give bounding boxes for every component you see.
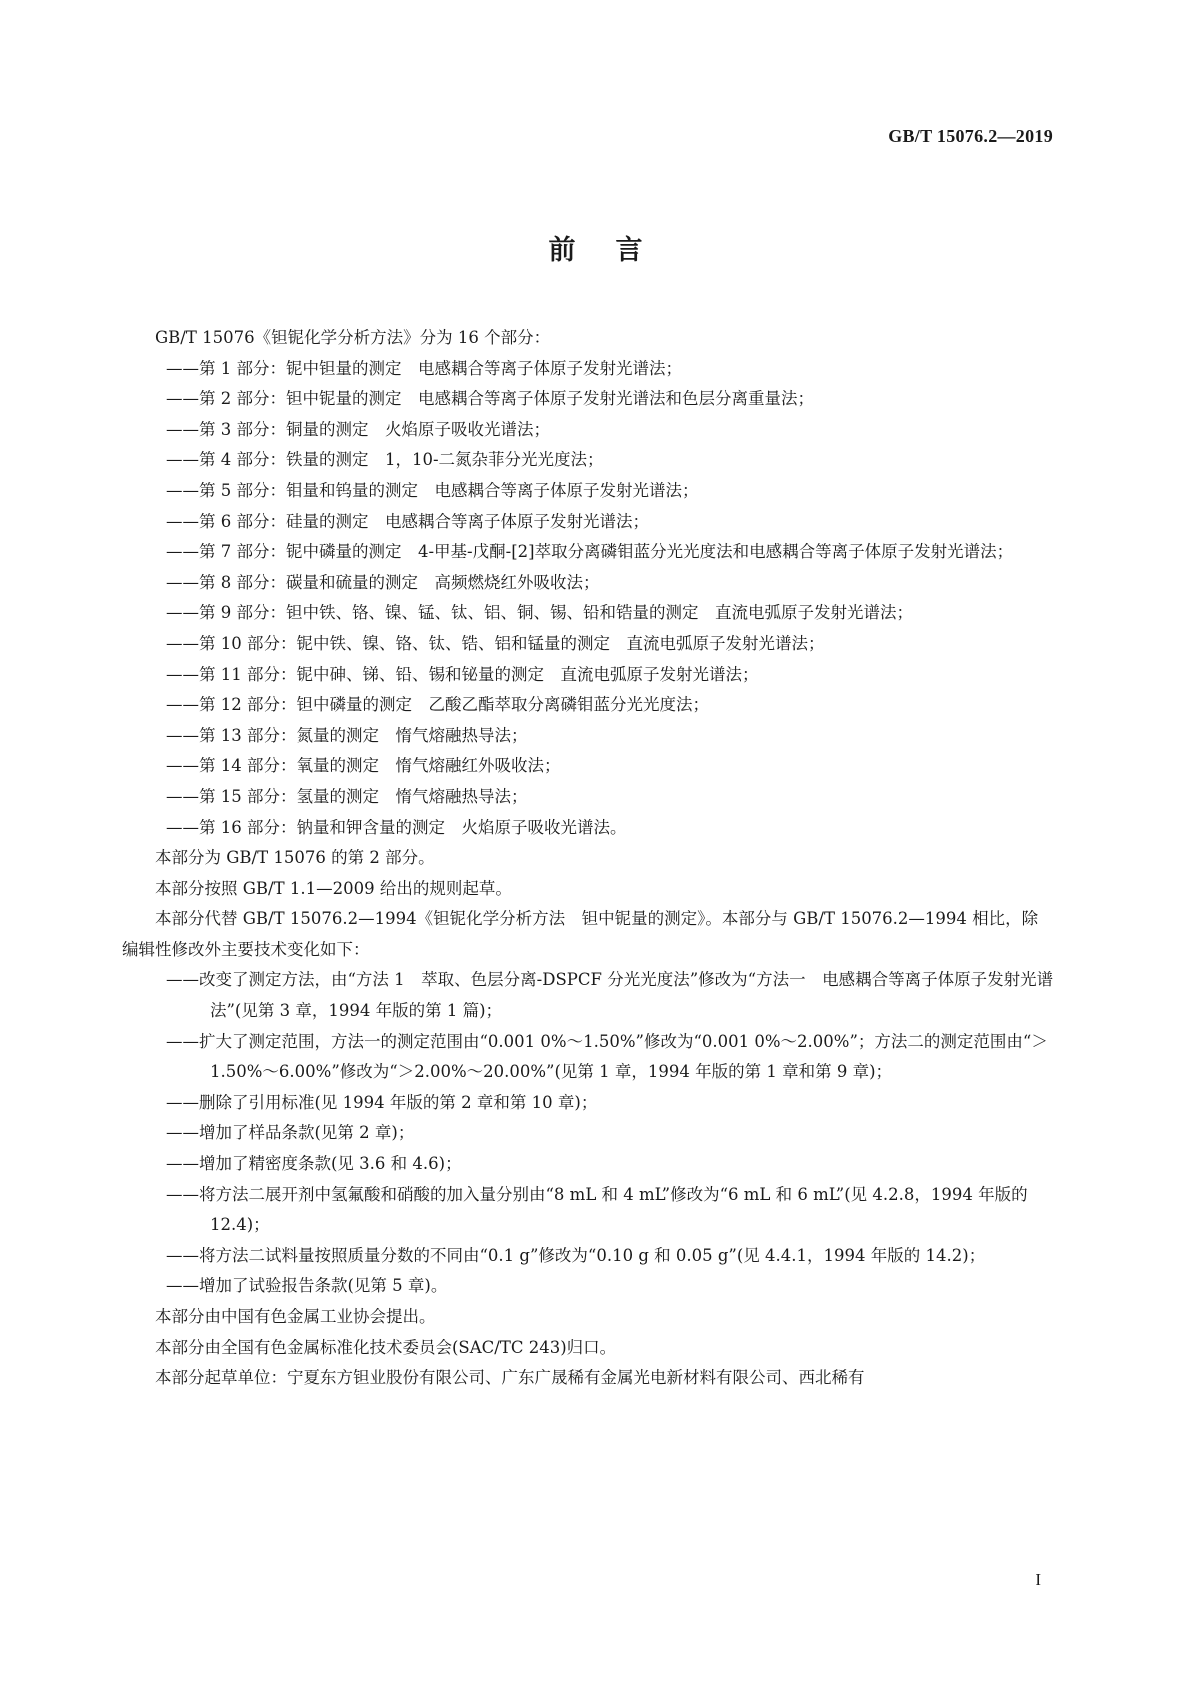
intro-paragraph: GB/T 15076《钽铌化学分析方法》分为 16 个部分： (155, 328, 551, 347)
list-item: ——增加了试验报告条款(见第 5 章)。 (166, 1276, 448, 1296)
list-item: ——第 2 部分：钽中铌量的测定 电感耦合等离子体原子发射光谱法和色层分离重量法； (166, 389, 814, 409)
page-title: 前言 (548, 235, 683, 266)
list-item: ——第 5 部分：钼量和钨量的测定 电感耦合等离子体原子发射光谱法； (166, 480, 699, 500)
list-item: ——改变了测定方法，由“方法 1 萃取、色层分离-DSPCF 分光光度法”修改为“方法一 电感耦合等离子体原子发射光谱法”(见第 3 章，1994 年版的第 1 篇)； (166, 970, 1054, 1021)
drafting-rules: 本部分按照 GB/T 1.1—2009 给出的规则起草。 (155, 878, 512, 898)
list-item: ——第 16 部分：钠量和钾含量的测定 火焰原子吸收光谱法。 (166, 817, 627, 837)
part-statement: 本部分为 GB/T 15076 的第 2 部分。 (155, 848, 435, 868)
list-item: ——第 8 部分：碳量和硫量的测定 高频燃烧红外吸收法； (166, 572, 600, 592)
list-item: ——第 11 部分：铌中砷、锑、铅、锡和铋量的测定 直流电弧原子发射光谱法； (166, 664, 759, 684)
list-item: ——第 7 部分：铌中磷量的测定 4-甲基-戊酮-[2]萃取分离磷钼蓝分光光度法和电感耦合等离子体原子发射光谱法； (166, 542, 1014, 562)
list-item: ——将方法二试料量按照质量分数的不同由“0.1 g”修改为“0.10 g 和 0.05 g”(见 4.4.1，1994 年版的 14.2)； (166, 1245, 986, 1265)
list-item: ——第 4 部分：铁量的测定 1，10-二氮杂菲分光光度法； (166, 450, 604, 470)
replacement-statement: 本部分代替 GB/T 15076.2—1994《钽铌化学分析方法 钽中铌量的测定》。本部分与 GB/T 15076.2—1994 相比，除编辑性修改外主要技术变化如下： (122, 909, 1039, 959)
list-item: ——第 12 部分：钽中磷量的测定 乙酸乙酯萃取分离磷钼蓝分光光度法； (166, 695, 709, 715)
list-item: ——第 3 部分：铜量的测定 火焰原子吸收光谱法； (166, 419, 550, 439)
list-item: ——扩大了测定范围，方法一的测定范围由“0.001 0%～1.50%”修改为“0.001 0%～2.00%”；方法二的测定范围由“＞1.50%～6.00%”修改为“＞2.00%～20.00%”(见第 1 章，1994 年版的第 1 章和第 9 章)； (166, 1031, 1048, 1082)
list-item: ——第 13 部分：氮量的测定 惰气熔融热导法； (166, 725, 528, 745)
list-item: ——第 15 部分：氢量的测定 惰气熔融热导法； (166, 786, 528, 806)
list-item: ——第 10 部分：铌中铁、镍、铬、钛、锆、铝和锰量的测定 直流电弧原子发射光谱法； (166, 633, 825, 653)
foreword-body (122, 323, 1054, 1394)
page-number: I (1035, 1570, 1041, 1589)
list-item: ——第 9 部分：钽中铁、铬、镍、锰、钛、铝、铜、锡、铅和锆量的测定 直流电弧原子发射光谱法； (166, 603, 913, 623)
list-item: ——第 14 部分：氧量的测定 惰气熔融红外吸收法； (166, 756, 561, 776)
list-item: ——第 6 部分：硅量的测定 电感耦合等离子体原子发射光谱法； (166, 511, 649, 531)
drafting-units: 本部分起草单位：宁夏东方钽业股份有限公司、广东广晟稀有金属光电新材料有限公司、西北稀有 (155, 1368, 865, 1388)
changes-list (122, 965, 1054, 1302)
list-item: ——增加了样品条款(见第 2 章)； (166, 1123, 415, 1143)
list-item: ——增加了精密度条款(见 3.6 和 4.6)； (166, 1154, 462, 1174)
proposed-by: 本部分由中国有色金属工业协会提出。 (155, 1307, 436, 1326)
centralized-by: 本部分由全国有色金属标准化技术委员会(SAC/TC 243)归口。 (155, 1337, 617, 1357)
parts-list (122, 354, 1054, 844)
list-item: ——将方法二展开剂中氢氟酸和硝酸的加入量分别由“8 mL 和 4 mL”修改为“6 mL 和 6 mL”(见 4.2.8，1994 年版的 12.4)； (166, 1184, 1028, 1235)
list-item: ——第 1 部分：铌中钽量的测定 电感耦合等离子体原子发射光谱法； (166, 358, 682, 378)
list-item: ——删除了引用标准(见 1994 年版的第 2 章和第 10 章)； (166, 1092, 598, 1112)
standard-number: GB/T 15076.2—2019 (888, 126, 1053, 146)
